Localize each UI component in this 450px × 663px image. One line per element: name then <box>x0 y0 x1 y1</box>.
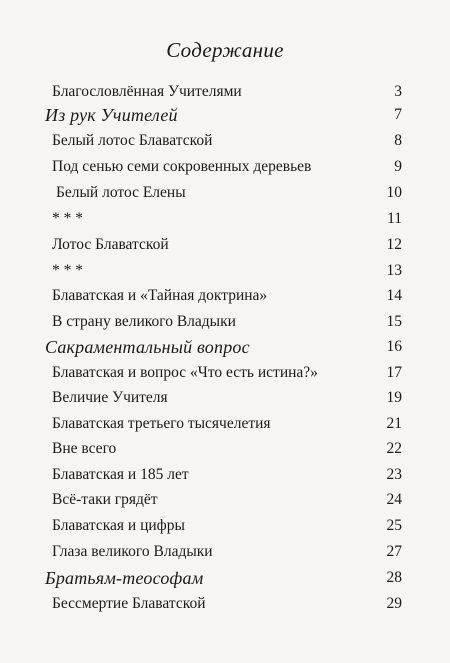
toc-entry-page: 15 <box>386 313 402 330</box>
toc-entry-page: 24 <box>386 491 402 508</box>
toc-section-title: Из рук Учителей <box>45 105 178 125</box>
toc-entry-title: Под сенью семи сокровенных деревьев <box>52 158 312 175</box>
toc-entry-title: Лотос Блаватской <box>52 236 169 253</box>
toc-section <box>0 334 450 360</box>
toc-entry-page: 12 <box>386 236 402 253</box>
page-title: Содержание <box>166 38 284 62</box>
toc-entry-page: 19 <box>386 389 402 406</box>
toc-entry-title: Вне всего <box>52 440 117 457</box>
toc-entry-page: 21 <box>386 415 402 432</box>
toc-entry-title: Блаватская и «Тайная доктрина» <box>52 287 268 304</box>
toc-entry <box>0 360 450 386</box>
toc-entry-page: 8 <box>394 132 402 149</box>
toc-entry-page: 3 <box>394 83 402 100</box>
toc-entry-page: 16 <box>386 338 402 355</box>
toc-entry <box>0 258 450 284</box>
toc-entry-page: 22 <box>386 440 402 457</box>
toc-entry-page: 27 <box>386 543 402 560</box>
toc-entry-page: 23 <box>386 466 402 483</box>
toc-section <box>0 102 450 128</box>
toc-entry-title: Белый лотос Елены <box>56 184 186 201</box>
toc-entry-title: Блаватская и цифры <box>52 517 185 534</box>
toc-entry-title: Благословлённая Учителями <box>52 83 242 100</box>
toc-entry <box>0 154 450 180</box>
toc-entry <box>0 436 450 462</box>
toc-entry-title: Блаватская третьего тысячелетия <box>52 415 271 432</box>
toc-entry-title: Всё-таки грядёт <box>52 491 158 508</box>
toc-section-title: Братьям-теософам <box>45 568 204 588</box>
toc-entry-page: 29 <box>386 595 402 612</box>
toc-entry-title: Глаза великого Владыки <box>52 543 213 560</box>
toc-entry-title: * * * <box>52 210 83 227</box>
toc-entry-page: 25 <box>386 517 402 534</box>
toc-entry <box>0 180 450 206</box>
toc-entry-title: Величие Учителя <box>52 389 168 406</box>
toc-entry-page: 14 <box>386 287 402 304</box>
toc-entry-page: 11 <box>387 210 402 227</box>
toc-entry-page: 28 <box>386 569 402 586</box>
toc-entry-title: В страну великого Владыки <box>52 313 236 330</box>
toc-entry-title: * * * <box>52 262 83 279</box>
toc-entry-page: 10 <box>386 184 402 201</box>
toc-entry <box>0 385 450 411</box>
toc-entry <box>0 591 450 617</box>
toc-section <box>0 565 450 591</box>
toc-entry <box>0 309 450 335</box>
toc-entry-page: 9 <box>394 158 402 175</box>
toc-entry <box>0 232 450 258</box>
toc-entry-title: Блаватская и 185 лет <box>52 466 189 483</box>
toc-entry <box>0 128 450 154</box>
toc-entry <box>0 462 450 488</box>
toc-entry-page: 17 <box>386 364 402 381</box>
toc-entry-title: Блаватская и вопрос «Что есть истина?» <box>52 364 318 381</box>
toc-entry-page: 7 <box>394 106 402 123</box>
toc-entry <box>0 283 450 309</box>
toc-entry-title: Бессмертие Блаватской <box>52 595 206 612</box>
toc-entry <box>0 513 450 539</box>
toc-section-title: Сакраментальный вопрос <box>45 337 250 357</box>
toc-entry <box>0 539 450 565</box>
toc-entry-title: Белый лотос Блаватской <box>52 132 213 149</box>
toc-entry-page: 13 <box>386 262 402 279</box>
toc-entry <box>0 411 450 437</box>
toc-entry <box>0 206 450 232</box>
toc-entry <box>0 487 450 513</box>
